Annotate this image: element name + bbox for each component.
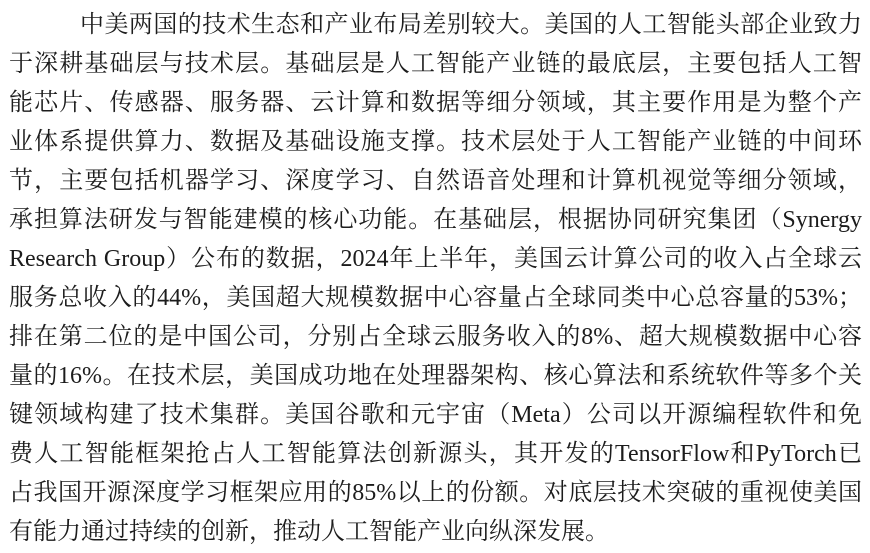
paragraph-line-4: 业体系提供算力、数据及基础设施支撑。技术层处于人工智能产业链的中间环 [9,129,862,155]
paragraph-line-10: 量的16%。在技术层，美国成功地在处理器架构、核心算法和系统软件等多个关 [9,363,862,389]
paragraph-line-3: 能芯片、传感器、服务器、云计算和数据等细分领域，其主要作用是为整个产 [9,90,862,116]
paragraph-line-5: 节，主要包括机器学习、深度学习、自然语音处理和计算机视觉等细分领域， [9,168,862,194]
paragraph-line-12: 费人工智能框架抢占人工智能算法创新源头，其开发的TensorFlow和PyTorch已 [9,441,862,467]
paragraph-line-9: 排在第二位的是中国公司，分别占全球云服务收入的8%、超大规模数据中心容 [9,324,862,350]
paragraph-line-8: 服务总收入的44%，美国超大规模数据中心容量占全球同类中心总容量的53%； [9,285,862,311]
paragraph-line-14: 有能力通过持续的创新，推动人工智能产业向纵深发展。 [9,519,609,545]
paragraph-line-11: 键领域构建了技术集群。美国谷歌和元宇宙（Meta）公司以开源编程软件和免 [9,402,862,428]
paragraph-line-6: 承担算法研发与智能建模的核心功能。在基础层，根据协同研究集团（Synergy [9,207,862,233]
paragraph-line-13: 占我国开源深度学习框架应用的85%以上的份额。对底层技术突破的重视使美国 [9,480,862,506]
paragraph-line-7: Research Group）公布的数据，2024年上半年，美国云计算公司的收入占全球云 [9,246,862,272]
paragraph-line-1: 中美两国的技术生态和产业布局差别较大。美国的人工智能头部企业致力 [80,12,862,38]
paragraph-line-2: 于深耕基础层与技术层。基础层是人工智能产业链的最底层，主要包括人工智 [9,51,862,77]
